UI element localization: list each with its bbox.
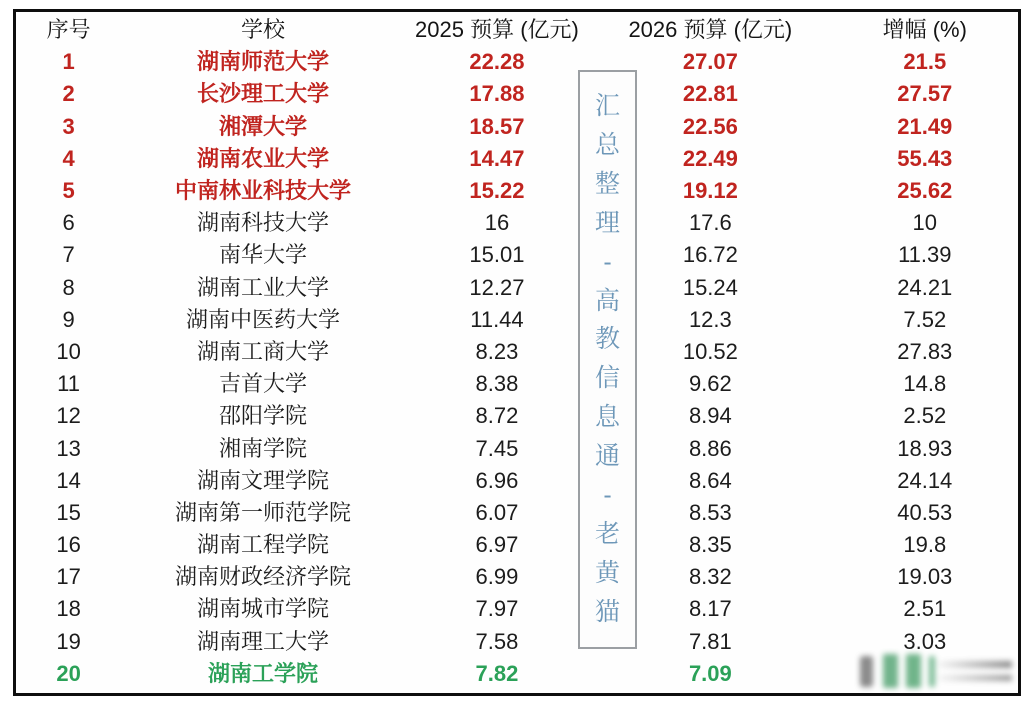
watermark-char: 息 bbox=[594, 403, 620, 432]
watermark-char: 教 bbox=[594, 325, 620, 354]
cell-no: 5 bbox=[62, 178, 75, 204]
watermark-box bbox=[578, 70, 637, 649]
cell-budget-2025: 14.47 bbox=[469, 145, 525, 171]
cell-budget-2025: 6.97 bbox=[475, 532, 519, 558]
table-row bbox=[16, 111, 1018, 143]
cell-growth: 18.93 bbox=[897, 435, 953, 461]
watermark-char: 汇 bbox=[594, 91, 620, 120]
cell-no: 6 bbox=[62, 210, 75, 236]
cell-budget-2025: 22.28 bbox=[469, 49, 525, 75]
table-row bbox=[16, 304, 1018, 336]
budget-table bbox=[13, 9, 1021, 696]
cell-growth: 27.83 bbox=[897, 338, 953, 364]
cell-budget-2025: 16 bbox=[484, 210, 510, 236]
watermark-char: - bbox=[603, 247, 612, 276]
cell-school: 湖南理工大学 bbox=[196, 628, 329, 654]
table-row bbox=[16, 46, 1018, 78]
cell-school: 湖南文理学院 bbox=[196, 467, 329, 493]
cell-budget-2026: 8.35 bbox=[688, 532, 732, 558]
cell-budget-2026: 10.52 bbox=[682, 338, 738, 364]
cell-budget-2026: 8.32 bbox=[688, 564, 732, 590]
cell-budget-2025: 15.01 bbox=[469, 242, 525, 268]
cell-budget-2025: 7.45 bbox=[475, 435, 519, 461]
cell-school: 湘南学院 bbox=[218, 435, 307, 461]
cell-growth: 21.5 bbox=[903, 49, 947, 75]
watermark-char: 总 bbox=[594, 130, 620, 159]
cell-growth: 27.57 bbox=[897, 81, 953, 107]
cell-no: 20 bbox=[56, 660, 81, 686]
cell-budget-2025: 11.44 bbox=[470, 306, 524, 332]
table-row bbox=[16, 593, 1018, 625]
watermark-char: 整 bbox=[594, 169, 620, 198]
cell-school: 湖南师范大学 bbox=[196, 49, 329, 75]
cell-growth: 19.8 bbox=[903, 532, 947, 558]
cell-budget-2025: 8.72 bbox=[475, 403, 519, 429]
cell-budget-2025: 7.82 bbox=[475, 660, 519, 686]
column-header-school: 学校 bbox=[240, 17, 285, 43]
cell-school: 湖南科技大学 bbox=[196, 210, 329, 236]
cell-growth: 11.39 bbox=[898, 242, 952, 268]
cell-budget-2026: 27.07 bbox=[682, 49, 738, 75]
cell-no: 12 bbox=[56, 403, 81, 429]
table-row bbox=[16, 497, 1018, 529]
cell-school: 吉首大学 bbox=[218, 371, 307, 397]
cell-growth: 19.03 bbox=[897, 564, 953, 590]
column-header-budget-2026: 2026 预算 (亿元) bbox=[628, 17, 793, 43]
cell-school: 中南林业科技大学 bbox=[174, 178, 351, 204]
cell-budget-2026: 22.56 bbox=[682, 113, 738, 139]
cell-budget-2025: 17.88 bbox=[469, 81, 525, 107]
cell-no: 11 bbox=[57, 371, 81, 397]
cell-no: 17 bbox=[56, 564, 81, 590]
table-row bbox=[16, 239, 1018, 271]
cell-no: 14 bbox=[56, 467, 81, 493]
cell-school: 湖南财政经济学院 bbox=[174, 564, 351, 590]
table-row bbox=[16, 272, 1018, 304]
table-row bbox=[16, 432, 1018, 464]
cell-school: 长沙理工大学 bbox=[196, 81, 329, 107]
cell-budget-2026: 19.12 bbox=[682, 178, 738, 204]
cell-no: 10 bbox=[56, 338, 81, 364]
cell-growth: 3.03 bbox=[903, 628, 947, 654]
cell-no: 4 bbox=[62, 145, 75, 171]
cell-school: 湖南城市学院 bbox=[196, 596, 329, 622]
cell-budget-2025: 18.57 bbox=[469, 113, 525, 139]
cell-budget-2026: 15.24 bbox=[682, 274, 738, 300]
column-header-growth: 增幅 (%) bbox=[882, 17, 967, 43]
cell-growth: 2.52 bbox=[903, 403, 947, 429]
watermark-char: - bbox=[603, 481, 612, 510]
table-row bbox=[16, 400, 1018, 432]
table-row bbox=[16, 465, 1018, 497]
table-row bbox=[16, 529, 1018, 561]
watermark-char: 高 bbox=[594, 286, 620, 315]
cell-budget-2026: 16.72 bbox=[682, 242, 738, 268]
cell-no: 18 bbox=[56, 596, 81, 622]
table-row bbox=[16, 207, 1018, 239]
cell-budget-2025: 6.99 bbox=[475, 564, 519, 590]
cell-budget-2026: 8.17 bbox=[688, 596, 732, 622]
cell-growth: 10 bbox=[912, 210, 938, 236]
cell-no: 1 bbox=[62, 49, 75, 75]
cell-no: 2 bbox=[62, 81, 75, 107]
cell-school: 南华大学 bbox=[218, 242, 307, 268]
cell-budget-2025: 15.22 bbox=[469, 178, 525, 204]
cell-school: 邵阳学院 bbox=[218, 403, 307, 429]
column-header-no: 序号 bbox=[46, 17, 91, 43]
table-row bbox=[16, 364, 1018, 400]
cell-school: 湖南工商大学 bbox=[196, 338, 329, 364]
cell-budget-2025: 8.23 bbox=[475, 338, 519, 364]
cell-growth: 55.43 bbox=[897, 145, 953, 171]
table-row bbox=[16, 78, 1018, 110]
cell-growth: 24.14 bbox=[897, 467, 953, 493]
cell-school: 湖南农业大学 bbox=[196, 145, 329, 171]
watermark-char: 理 bbox=[594, 208, 620, 237]
cell-no: 7 bbox=[62, 242, 75, 268]
table-row bbox=[16, 626, 1018, 658]
cell-no: 3 bbox=[62, 113, 75, 139]
watermark-char: 信 bbox=[594, 364, 620, 393]
cell-budget-2025: 12.27 bbox=[469, 274, 525, 300]
cell-budget-2026: 9.62 bbox=[688, 371, 732, 397]
cell-school: 湘潭大学 bbox=[218, 113, 307, 139]
table-row bbox=[16, 658, 1018, 690]
cell-school: 湖南中医药大学 bbox=[185, 306, 340, 332]
table-header-row bbox=[16, 14, 1018, 46]
cell-growth: 21.49 bbox=[897, 113, 953, 139]
cell-budget-2026: 17.6 bbox=[688, 210, 732, 236]
column-header-budget-2025: 2025 预算 (亿元) bbox=[415, 17, 579, 43]
watermark-char: 猫 bbox=[594, 597, 620, 626]
cell-school: 湖南工学院 bbox=[207, 660, 318, 686]
watermark-char: 老 bbox=[594, 520, 620, 549]
cell-school: 湖南工业大学 bbox=[196, 274, 329, 300]
cell-school: 湖南工程学院 bbox=[196, 532, 329, 558]
cell-budget-2025: 6.07 bbox=[475, 499, 519, 525]
cell-no: 8 bbox=[62, 274, 75, 300]
cell-budget-2025: 7.58 bbox=[475, 628, 519, 654]
watermark-char: 通 bbox=[594, 442, 620, 471]
cell-growth: 2.51 bbox=[903, 596, 947, 622]
cell-budget-2025: 8.38 bbox=[475, 371, 519, 397]
cell-no: 15 bbox=[56, 499, 81, 525]
cell-budget-2026: 7.81 bbox=[688, 628, 732, 654]
cell-school: 湖南第一师范学院 bbox=[174, 499, 351, 525]
cell-budget-2026: 8.53 bbox=[688, 499, 732, 525]
cell-budget-2026: 8.86 bbox=[688, 435, 732, 461]
cell-no: 13 bbox=[56, 435, 81, 461]
cell-budget-2025: 7.97 bbox=[475, 596, 519, 622]
cell-budget-2026: 22.49 bbox=[682, 145, 738, 171]
table-row bbox=[16, 558, 1018, 593]
cell-growth: 7.52 bbox=[903, 306, 947, 332]
cell-growth: 24.21 bbox=[897, 274, 953, 300]
cell-budget-2026: 12.3 bbox=[688, 306, 732, 332]
cell-growth: 40.53 bbox=[897, 499, 953, 525]
cell-no: 16 bbox=[56, 532, 81, 558]
cell-budget-2026: 8.64 bbox=[688, 467, 732, 493]
cell-no: 9 bbox=[62, 306, 75, 332]
table-row bbox=[16, 175, 1018, 207]
cell-no: 19 bbox=[56, 628, 81, 654]
cell-growth: 25.62 bbox=[897, 178, 953, 204]
cell-budget-2026: 22.81 bbox=[682, 81, 738, 107]
cell-growth: 14.8 bbox=[903, 371, 947, 397]
table-row bbox=[16, 143, 1018, 175]
cell-budget-2026: 7.09 bbox=[688, 660, 732, 686]
watermark-char: 黄 bbox=[594, 558, 620, 587]
table-row bbox=[16, 336, 1018, 368]
cell-budget-2025: 6.96 bbox=[475, 467, 519, 493]
cell-budget-2026: 8.94 bbox=[688, 403, 732, 429]
